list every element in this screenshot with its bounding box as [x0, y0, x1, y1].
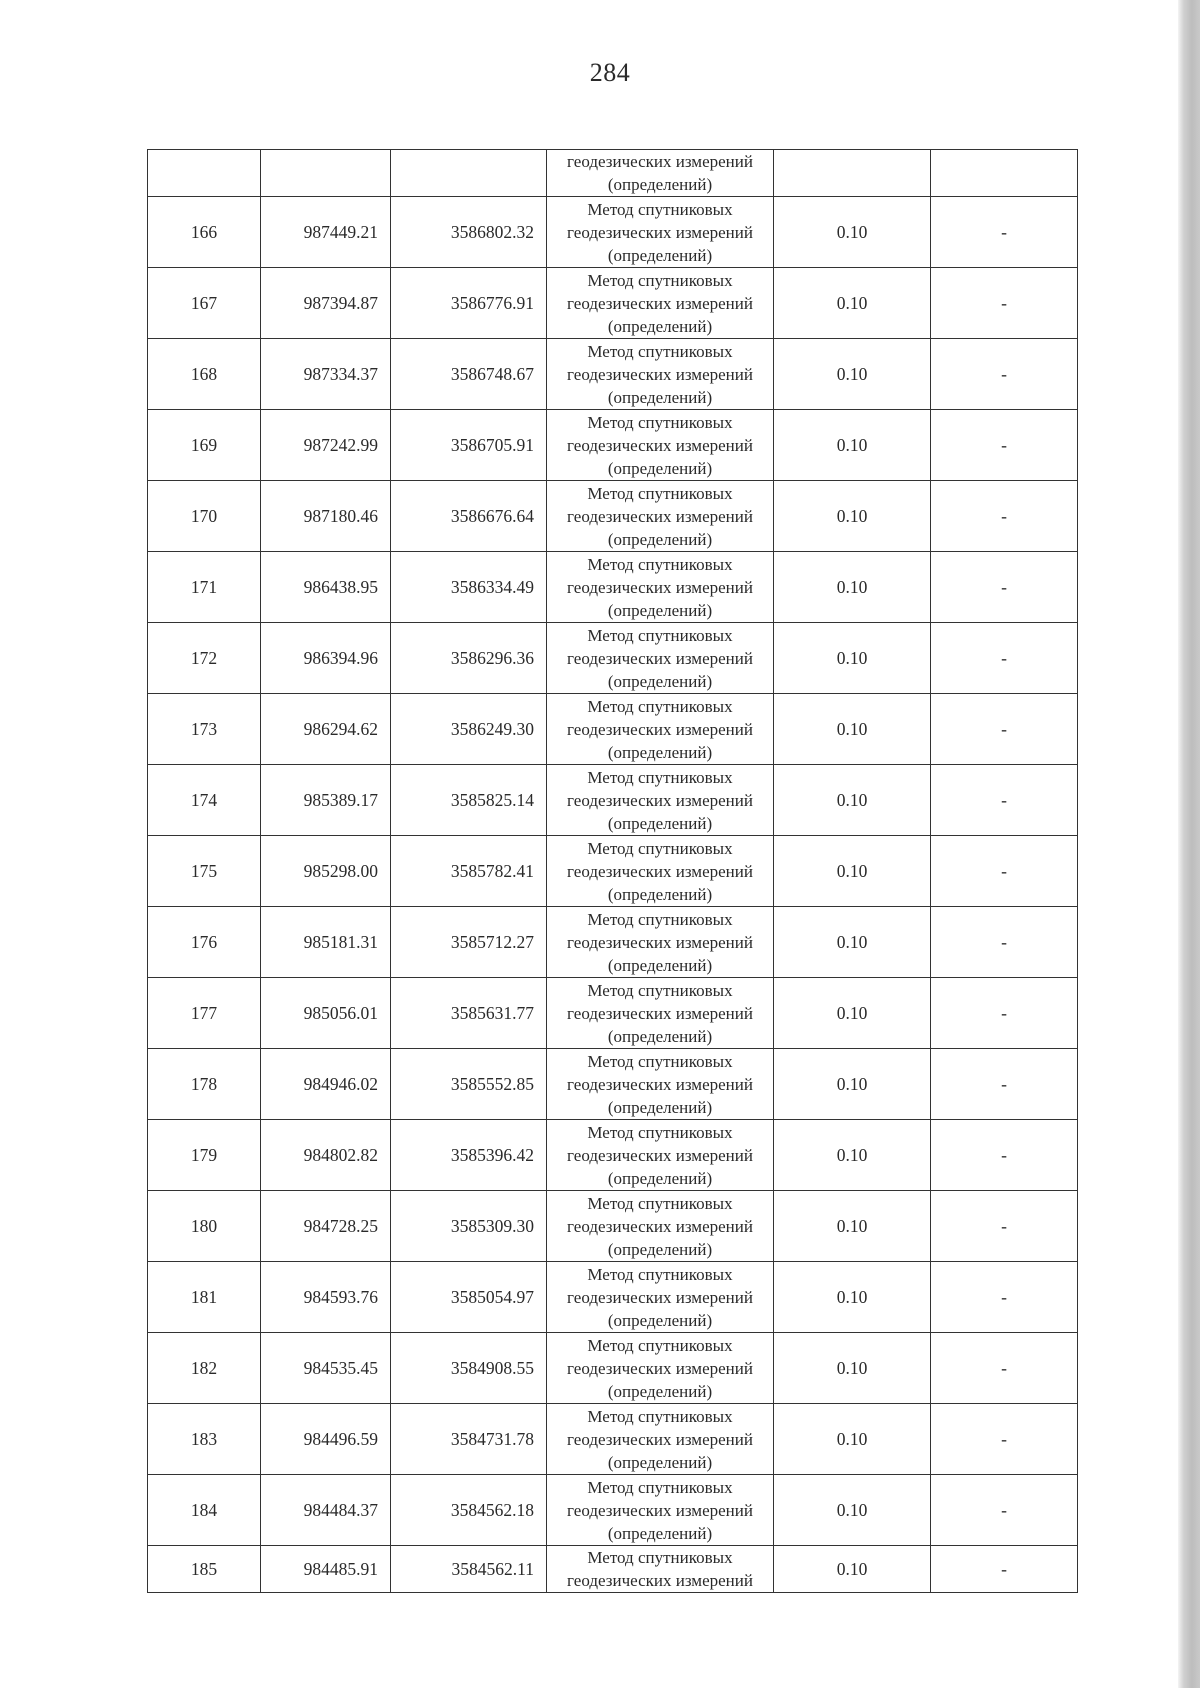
- cell-y: 3585552.85: [391, 1049, 547, 1120]
- cell-precision: 0.10: [774, 1191, 931, 1262]
- cell-note: -: [931, 1333, 1078, 1404]
- cell-method: [547, 1191, 774, 1262]
- cell-precision: 0.10: [774, 907, 931, 978]
- cell-method: [547, 978, 774, 1049]
- table-row: [148, 339, 1078, 410]
- method-line: Метод спутниковых: [587, 554, 733, 574]
- cell-point-number: 184: [148, 1475, 261, 1546]
- cell-note: -: [931, 1262, 1078, 1333]
- cell-precision: 0.10: [774, 1546, 931, 1593]
- cell-precision: 0.10: [774, 410, 931, 481]
- method-line: (определений): [607, 1239, 713, 1259]
- cell-point-number: 173: [148, 694, 261, 765]
- cell-point-number: 176: [148, 907, 261, 978]
- cell-x: 984485.91: [261, 1546, 391, 1593]
- method-line: Метод спутниковых: [587, 1335, 733, 1355]
- method-line: Метод спутниковых: [587, 341, 733, 361]
- cell-note: -: [931, 1475, 1078, 1546]
- method-line: геодезических измерений: [567, 222, 753, 242]
- cell-method: [547, 1120, 774, 1191]
- coordinates-table: [147, 149, 1078, 1593]
- cell-y: 3585782.41: [391, 836, 547, 907]
- cell-y: 3586776.91: [391, 268, 547, 339]
- cell-point-number: 182: [148, 1333, 261, 1404]
- method-line: Метод спутниковых: [587, 1477, 733, 1497]
- table-row: [148, 1262, 1078, 1333]
- cell-method: [547, 150, 774, 197]
- cell-x: 986438.95: [261, 552, 391, 623]
- cell-note: -: [931, 197, 1078, 268]
- cell-note: -: [931, 1049, 1078, 1120]
- method-line: Метод спутниковых: [587, 767, 733, 787]
- cell-x: 984535.45: [261, 1333, 391, 1404]
- method-line: (определений): [607, 1097, 713, 1117]
- cell-precision: 0.10: [774, 339, 931, 410]
- cell-method: [547, 1475, 774, 1546]
- method-line: Метод спутниковых: [587, 1051, 733, 1071]
- cell-y: 3585309.30: [391, 1191, 547, 1262]
- cell-note: -: [931, 836, 1078, 907]
- cell-note: -: [931, 410, 1078, 481]
- scan-edge-shadow: [1178, 0, 1200, 1688]
- cell-x: 987242.99: [261, 410, 391, 481]
- table-row: [148, 623, 1078, 694]
- method-line: (определений): [607, 316, 713, 336]
- cell-y: 3586705.91: [391, 410, 547, 481]
- cell-y: 3585396.42: [391, 1120, 547, 1191]
- cell-x: 985056.01: [261, 978, 391, 1049]
- table-row: [148, 1191, 1078, 1262]
- method-line: Метод спутниковых: [587, 696, 733, 716]
- cell-point-number: 178: [148, 1049, 261, 1120]
- cell-note: -: [931, 1404, 1078, 1475]
- cell-y: 3584562.18: [391, 1475, 547, 1546]
- cell-y: 3585054.97: [391, 1262, 547, 1333]
- table-row: [148, 268, 1078, 339]
- cell-y: 3584731.78: [391, 1404, 547, 1475]
- method-line: Метод спутниковых: [587, 1122, 733, 1142]
- cell-y: 3584908.55: [391, 1333, 547, 1404]
- cell-point-number: 180: [148, 1191, 261, 1262]
- cell-x: 987394.87: [261, 268, 391, 339]
- cell-x: 987334.37: [261, 339, 391, 410]
- method-line: геодезических измерений: [567, 861, 753, 881]
- cell-method: [547, 765, 774, 836]
- cell-precision: 0.10: [774, 694, 931, 765]
- cell-precision: 0.10: [774, 836, 931, 907]
- method-line: Метод спутниковых: [587, 412, 733, 432]
- cell-y: 3586334.49: [391, 552, 547, 623]
- cell-precision: 0.10: [774, 978, 931, 1049]
- page-number: 284: [589, 58, 631, 87]
- method-line: геодезических измерений: [567, 506, 753, 526]
- method-line: Метод спутниковых: [587, 1406, 733, 1426]
- cell-note: -: [931, 694, 1078, 765]
- method-line: геодезических измерений: [567, 364, 753, 384]
- cell-precision: 0.10: [774, 268, 931, 339]
- cell-x: 985181.31: [261, 907, 391, 978]
- method-line: геодезических измерений: [567, 1216, 753, 1236]
- cell-note: -: [931, 268, 1078, 339]
- cell-x: 986294.62: [261, 694, 391, 765]
- method-line: (определений): [607, 1168, 713, 1188]
- cell-precision: 0.10: [774, 1262, 931, 1333]
- cell-x: 985298.00: [261, 836, 391, 907]
- table-row: [148, 481, 1078, 552]
- cell-precision: 0.10: [774, 1049, 931, 1120]
- cell-y: [391, 150, 547, 197]
- cell-x: 984484.37: [261, 1475, 391, 1546]
- cell-y: 3586249.30: [391, 694, 547, 765]
- method-line: (определений): [607, 245, 713, 265]
- cell-note: -: [931, 1191, 1078, 1262]
- table-row: [148, 1049, 1078, 1120]
- cell-precision: 0.10: [774, 1475, 931, 1546]
- cell-note: -: [931, 339, 1078, 410]
- method-line: (определений): [607, 884, 713, 904]
- method-line: геодезических измерений: [567, 1429, 753, 1449]
- cell-point-number: 170: [148, 481, 261, 552]
- method-line: (определений): [607, 1381, 713, 1401]
- cell-point-number: 169: [148, 410, 261, 481]
- cell-note: -: [931, 623, 1078, 694]
- method-line: геодезических измерений: [567, 577, 753, 597]
- method-line: (определений): [607, 175, 713, 194]
- method-line: геодезических измерений: [567, 1145, 753, 1165]
- cell-point-number: [148, 150, 261, 197]
- cell-precision: 0.10: [774, 623, 931, 694]
- cell-x: 984728.25: [261, 1191, 391, 1262]
- table-row: [148, 978, 1078, 1049]
- cell-y: 3585712.27: [391, 907, 547, 978]
- cell-y: 3586802.32: [391, 197, 547, 268]
- method-line: (определений): [607, 742, 713, 762]
- cell-point-number: 183: [148, 1404, 261, 1475]
- method-line: Метод спутниковых: [587, 980, 733, 1000]
- cell-note: -: [931, 907, 1078, 978]
- method-line: Метод спутниковых: [587, 838, 733, 858]
- cell-method: [547, 1546, 774, 1593]
- cell-precision: 0.10: [774, 481, 931, 552]
- cell-note: [931, 150, 1078, 197]
- cell-method: [547, 1262, 774, 1333]
- method-line: (определений): [607, 813, 713, 833]
- cell-method: [547, 836, 774, 907]
- cell-method: [547, 907, 774, 978]
- method-line: геодезических измерений: [567, 435, 753, 455]
- table-row: [148, 1120, 1078, 1191]
- cell-precision: 0.10: [774, 552, 931, 623]
- cell-method: [547, 481, 774, 552]
- cell-y: 3585631.77: [391, 978, 547, 1049]
- cell-note: -: [931, 481, 1078, 552]
- method-line: геодезических измерений: [567, 1571, 753, 1590]
- table-row: [148, 1333, 1078, 1404]
- method-line: геодезических измерений: [567, 719, 753, 739]
- cell-method: [547, 1333, 774, 1404]
- cell-precision: 0.10: [774, 1120, 931, 1191]
- cell-note: -: [931, 552, 1078, 623]
- table-container: [147, 149, 1077, 1593]
- cell-method: [547, 1404, 774, 1475]
- cell-method: [547, 339, 774, 410]
- method-line: (определений): [607, 458, 713, 478]
- method-line: геодезических измерений: [567, 932, 753, 952]
- cell-method: [547, 268, 774, 339]
- cell-method: [547, 410, 774, 481]
- cell-x: 986394.96: [261, 623, 391, 694]
- cell-point-number: 174: [148, 765, 261, 836]
- cell-y: 3586748.67: [391, 339, 547, 410]
- table-row: [148, 907, 1078, 978]
- cell-point-number: 177: [148, 978, 261, 1049]
- cell-note: -: [931, 978, 1078, 1049]
- method-line: Метод спутниковых: [587, 625, 733, 645]
- method-line: геодезических измерений: [567, 648, 753, 668]
- cell-x: 984802.82: [261, 1120, 391, 1191]
- method-line: Метод спутниковых: [587, 909, 733, 929]
- table-row-continuation: [148, 150, 1078, 197]
- cell-precision: 0.10: [774, 197, 931, 268]
- method-line: Метод спутниковых: [587, 270, 733, 290]
- table-row: [148, 410, 1078, 481]
- cell-point-number: 179: [148, 1120, 261, 1191]
- method-line: (определений): [607, 1310, 713, 1330]
- cell-point-number: 181: [148, 1262, 261, 1333]
- cell-point-number: 166: [148, 197, 261, 268]
- cell-precision: 0.10: [774, 1404, 931, 1475]
- cell-y: 3586676.64: [391, 481, 547, 552]
- method-line: Метод спутниковых: [587, 1193, 733, 1213]
- table-row: [148, 694, 1078, 765]
- cell-method: [547, 552, 774, 623]
- cell-point-number: 175: [148, 836, 261, 907]
- table-row: [148, 1475, 1078, 1546]
- method-line: (определений): [607, 1026, 713, 1046]
- cell-method: [547, 197, 774, 268]
- method-line: (определений): [607, 955, 713, 975]
- method-line: Метод спутниковых: [587, 199, 733, 219]
- cell-y: 3585825.14: [391, 765, 547, 836]
- table-row: [148, 197, 1078, 268]
- cell-x: [261, 150, 391, 197]
- cell-precision: 0.10: [774, 1333, 931, 1404]
- method-line: геодезических измерений: [567, 293, 753, 313]
- method-line: геодезических измерений: [567, 1500, 753, 1520]
- cell-method: [547, 694, 774, 765]
- cell-point-number: 168: [148, 339, 261, 410]
- cell-point-number: 167: [148, 268, 261, 339]
- table-body: [148, 150, 1078, 1593]
- method-line: (определений): [607, 671, 713, 691]
- cell-y: 3584562.11: [391, 1546, 547, 1593]
- cell-point-number: 172: [148, 623, 261, 694]
- cell-y: 3586296.36: [391, 623, 547, 694]
- table-row: [148, 765, 1078, 836]
- table-row: [148, 1404, 1078, 1475]
- method-line: геодезических измерений: [567, 1358, 753, 1378]
- cell-note: -: [931, 1120, 1078, 1191]
- method-line: геодезических измерений: [567, 1003, 753, 1023]
- method-line: (определений): [607, 600, 713, 620]
- cell-precision: [774, 150, 931, 197]
- cell-precision: 0.10: [774, 765, 931, 836]
- table-row: [148, 836, 1078, 907]
- method-line: Метод спутниковых: [587, 483, 733, 503]
- cell-x: 984496.59: [261, 1404, 391, 1475]
- cell-note: -: [931, 1546, 1078, 1593]
- method-line: геодезических измерений: [567, 1287, 753, 1307]
- cell-note: -: [931, 765, 1078, 836]
- cell-point-number: 185: [148, 1546, 261, 1593]
- method-line: (определений): [607, 387, 713, 407]
- method-line: геодезических измерений: [567, 1074, 753, 1094]
- cell-x: 987449.21: [261, 197, 391, 268]
- cell-method: [547, 623, 774, 694]
- cell-point-number: 171: [148, 552, 261, 623]
- method-line: геодезических измерений: [567, 152, 753, 171]
- method-line: геодезических измерений: [567, 790, 753, 810]
- table-row: [148, 552, 1078, 623]
- method-line: Метод спутниковых: [587, 1264, 733, 1284]
- cell-x: 984946.02: [261, 1049, 391, 1120]
- method-line: (определений): [607, 1452, 713, 1472]
- cell-x: 987180.46: [261, 481, 391, 552]
- method-line: (определений): [607, 529, 713, 549]
- cell-x: 984593.76: [261, 1262, 391, 1333]
- method-line: (определений): [607, 1523, 713, 1543]
- method-line: Метод спутниковых: [587, 1548, 733, 1567]
- cell-x: 985389.17: [261, 765, 391, 836]
- cell-method: [547, 1049, 774, 1120]
- table-row: [148, 1546, 1078, 1593]
